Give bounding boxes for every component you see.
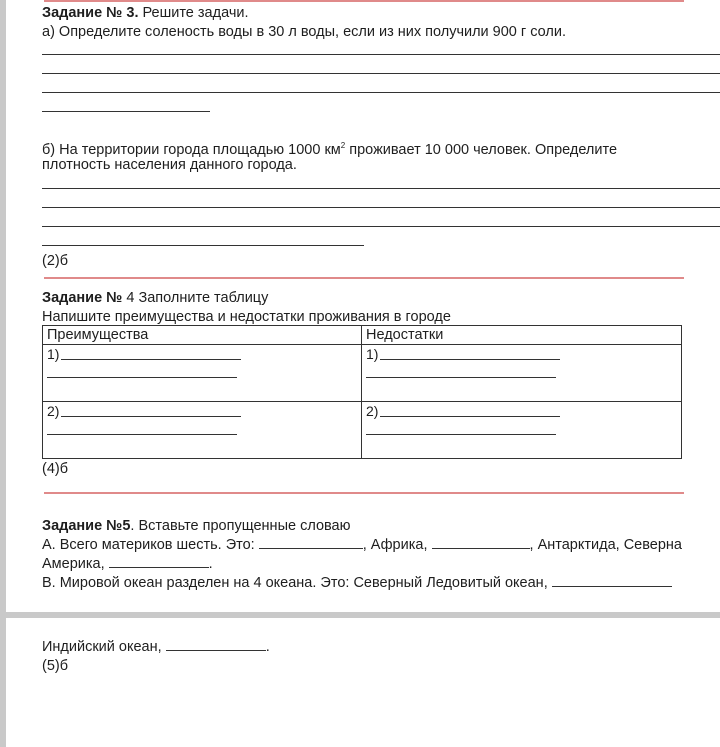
task4-instruction: 4 Заполните таблицу	[122, 290, 269, 306]
answer-line	[366, 434, 556, 435]
answer-line	[42, 54, 720, 55]
answer-line	[47, 434, 237, 435]
task5-instruction: . Вставьте пропущенные словаю	[130, 518, 351, 534]
task5-b-text: В. Мировой океан разделен на 4 океана. Это: Северный Ледовитый океан,	[42, 575, 552, 591]
answer-line	[42, 207, 720, 208]
task4-score: (4)б	[42, 461, 69, 477]
task4-subtitle: Напишите преимущества и недостатки проживания в городе	[42, 309, 451, 325]
answer-line	[42, 226, 720, 227]
disadvantage-cell-2[interactable]	[362, 402, 682, 459]
row-number: 2)	[47, 403, 60, 419]
blank-field[interactable]	[259, 536, 363, 549]
row-number: 1)	[366, 346, 379, 362]
task5-number: Задание №5	[42, 518, 131, 534]
section-divider	[44, 0, 684, 2]
worksheet-page-2	[6, 618, 720, 747]
disadvantage-cell-1[interactable]	[362, 345, 682, 402]
row-number: 2)	[366, 403, 379, 419]
blank-field[interactable]	[432, 536, 530, 549]
punctuation: .	[265, 639, 270, 655]
answer-line	[47, 377, 237, 378]
row-number: 1)	[47, 346, 60, 362]
task3-b-text-line2: плотность населения данного города.	[42, 157, 297, 173]
section-divider	[44, 277, 684, 279]
answer-line	[42, 188, 720, 189]
task4-number: Задание №	[42, 290, 123, 306]
advantage-cell-1[interactable]	[43, 345, 362, 402]
answer-line	[42, 92, 720, 93]
task5-a-line	[42, 536, 682, 554]
task5-a-line2	[42, 555, 213, 573]
task5-title	[42, 517, 351, 535]
header-disadvantages: Недостатки	[362, 326, 682, 345]
task3-score: (2)б	[42, 253, 69, 269]
answer-line	[366, 377, 556, 378]
task5-a-text: А. Всего материков шесть. Это:	[42, 537, 259, 553]
task5-a-text: , Африка,	[362, 537, 432, 553]
task5-a-text: , Антарктида, Северна	[529, 537, 682, 553]
task3-a-text: а) Определите соленость воды в 30 л воды, если из них получили 900 г соли.	[42, 24, 566, 40]
task5-c-text: Индийский океан,	[42, 639, 166, 655]
task5-score: (5)б	[42, 658, 69, 674]
task3-title	[42, 4, 249, 22]
task3-instruction: Решите задачи.	[138, 5, 249, 21]
answer-line	[42, 111, 210, 112]
superscript: 2	[340, 141, 346, 150]
advantage-cell-2[interactable]	[43, 402, 362, 459]
task3-b-part2: проживает 10 000 человек. Определите	[345, 141, 618, 158]
blank-field[interactable]	[109, 555, 209, 568]
blank-field[interactable]	[552, 574, 672, 587]
task5-c-line	[42, 638, 270, 656]
task5-a-text: Америка,	[42, 556, 109, 572]
task3-number: Задание № 3.	[42, 5, 139, 21]
header-advantages: Преимущества	[43, 326, 362, 345]
table-row	[43, 402, 682, 459]
task3-b-part1: б) На территории города площадью 1000 км	[42, 141, 341, 158]
task5-b-line	[42, 574, 672, 592]
answer-line	[61, 416, 241, 417]
advantages-table	[42, 325, 682, 459]
answer-line	[380, 416, 560, 417]
section-divider	[44, 492, 684, 494]
answer-line	[42, 245, 364, 246]
answer-line	[61, 359, 241, 360]
task4-title	[42, 289, 268, 307]
worksheet-page-1	[6, 0, 720, 612]
answer-line	[42, 73, 720, 74]
blank-field[interactable]	[166, 638, 266, 651]
punctuation: .	[208, 556, 213, 572]
table-row	[43, 345, 682, 402]
answer-line	[380, 359, 560, 360]
